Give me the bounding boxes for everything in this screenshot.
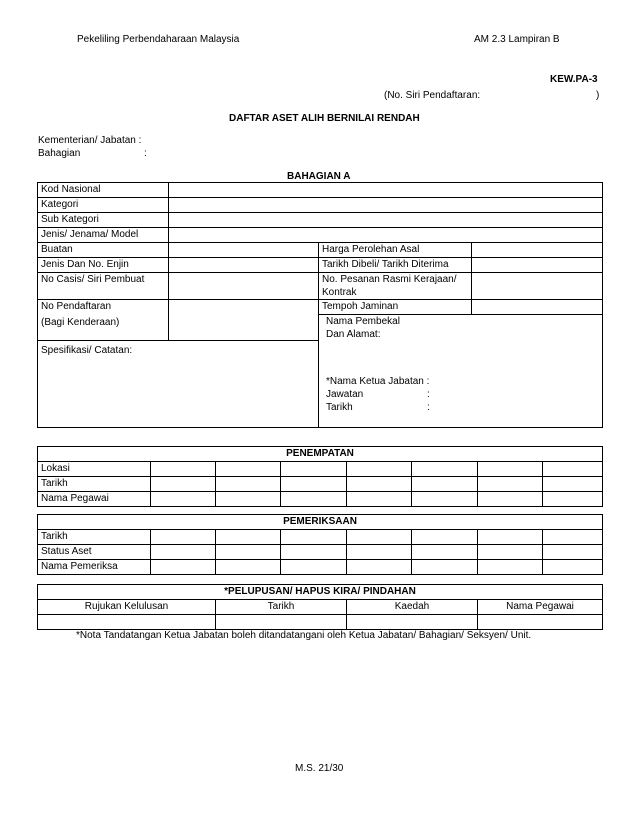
tarikh-row [326, 401, 599, 414]
nama-pembekal-label: Nama Pembekal [326, 316, 400, 327]
pemeriksaan-row-label: Tarikh [38, 530, 151, 545]
label-sub-kategori: Sub Kategori [38, 213, 169, 228]
pemeriksaan-cell[interactable] [347, 560, 412, 575]
label-harga: Harga Perolehan Asal [319, 243, 472, 258]
penempatan-cell[interactable] [478, 462, 543, 477]
pelupusan-cell[interactable] [38, 615, 216, 630]
penempatan-cell[interactable] [216, 492, 281, 507]
ministry-label: Kementerian/ Jabatan : [38, 135, 142, 146]
pemeriksaan-cell[interactable] [281, 545, 347, 560]
label-kod-nasional: Kod Nasional [38, 183, 169, 198]
value-tarikh-dibeli[interactable] [472, 258, 603, 273]
pemeriksaan-cell[interactable] [412, 545, 478, 560]
division-colon: : [144, 148, 147, 159]
spesifikasi-cell[interactable] [38, 341, 319, 428]
pemeriksaan-cell[interactable] [281, 560, 347, 575]
penempatan-cell[interactable] [543, 477, 603, 492]
value-sub-kategori[interactable] [169, 213, 603, 228]
penempatan-row-label: Tarikh [38, 477, 151, 492]
nama-ketua-label: *Nama Ketua Jabatan : [326, 376, 430, 387]
penempatan-cell[interactable] [281, 492, 347, 507]
label-kategori: Kategori [38, 198, 169, 213]
pemeriksaan-cell[interactable] [543, 545, 603, 560]
division-label: Bahagian [38, 148, 81, 159]
pelupusan-cell[interactable] [478, 615, 603, 630]
value-jenis[interactable] [169, 228, 603, 243]
pemeriksaan-cell[interactable] [543, 560, 603, 575]
section-a-title: BAHAGIAN A [287, 171, 351, 182]
dan-alamat-label: Dan Alamat: [326, 329, 381, 340]
pelupusan-title: *PELUPUSAN/ HAPUS KIRA/ PINDAHAN [38, 585, 603, 600]
pelupusan-cell[interactable] [216, 615, 347, 630]
value-no-pesanan[interactable] [472, 273, 603, 300]
pemeriksaan-cell[interactable] [281, 530, 347, 545]
penempatan-cell[interactable] [543, 492, 603, 507]
pelupusan-table [37, 584, 603, 630]
pemeriksaan-cell[interactable] [478, 545, 543, 560]
pemeriksaan-cell[interactable] [478, 560, 543, 575]
value-harga[interactable] [472, 243, 603, 258]
jawatan-row [326, 388, 599, 401]
pemeriksaan-cell[interactable] [216, 530, 281, 545]
no-pesanan-line2: Kontrak [322, 287, 357, 298]
no-pesanan-line1 [322, 273, 468, 286]
value-kategori[interactable] [169, 198, 603, 213]
tarikh-colon: : [427, 402, 430, 413]
footnote: *Nota Tandatangan Ketua Jabatan boleh ditandatangani oleh Ketua Jabatan/ Bahagian/ Seksyen/ Unit. [76, 630, 532, 641]
value-tempoh-jaminan[interactable] [472, 300, 603, 315]
pembekal-ketua-block[interactable] [319, 315, 603, 428]
page-number: M.S. 21/30 [295, 763, 344, 774]
value-no-pendaftaran[interactable] [169, 300, 319, 341]
penempatan-title: PENEMPATAN [38, 447, 603, 462]
label-buatan: Buatan [38, 243, 169, 258]
header-right: AM 2.3 Lampiran B [474, 34, 560, 45]
value-jenis-enjin[interactable] [169, 258, 319, 273]
pemeriksaan-table [37, 514, 603, 575]
penempatan-cell[interactable] [216, 462, 281, 477]
form-code: KEW.PA-3 [550, 74, 598, 85]
penempatan-cell[interactable] [281, 462, 347, 477]
penempatan-row-label: Nama Pegawai [38, 492, 151, 507]
pelupusan-col-kaedah: Kaedah [347, 600, 478, 615]
serial-close: ) [596, 90, 600, 101]
pemeriksaan-title: PEMERIKSAAN [38, 515, 603, 530]
label-tempoh-jaminan: Tempoh Jaminan [319, 300, 472, 315]
value-kod-nasional[interactable] [169, 183, 603, 198]
penempatan-cell[interactable] [478, 477, 543, 492]
penempatan-cell[interactable] [151, 462, 216, 477]
value-buatan[interactable] [169, 243, 319, 258]
label-tarikh-dibeli: Tarikh Dibeli/ Tarikh Diterima [319, 258, 472, 273]
pemeriksaan-cell[interactable] [412, 560, 478, 575]
penempatan-cell[interactable] [151, 492, 216, 507]
penempatan-cell[interactable] [478, 492, 543, 507]
penempatan-cell[interactable] [543, 462, 603, 477]
penempatan-cell[interactable] [412, 462, 478, 477]
label-no-casis: No Casis/ Siri Pembuat [38, 273, 169, 300]
pelupusan-col-tarikh: Tarikh [216, 600, 347, 615]
pemeriksaan-cell[interactable] [151, 545, 216, 560]
label-no-pesanan [319, 273, 472, 300]
penempatan-table [37, 446, 603, 507]
penempatan-cell[interactable] [347, 492, 412, 507]
bagi-kenderaan-text: (Bagi Kenderaan) [41, 317, 120, 328]
pemeriksaan-row-label: Nama Pemeriksa [38, 560, 151, 575]
pemeriksaan-cell[interactable] [347, 530, 412, 545]
pemeriksaan-cell[interactable] [151, 560, 216, 575]
pemeriksaan-cell[interactable] [478, 530, 543, 545]
pemeriksaan-cell[interactable] [543, 530, 603, 545]
penempatan-row-label: Lokasi [38, 462, 151, 477]
penempatan-cell[interactable] [412, 492, 478, 507]
penempatan-cell[interactable] [151, 477, 216, 492]
pemeriksaan-cell[interactable] [216, 545, 281, 560]
pemeriksaan-cell[interactable] [216, 560, 281, 575]
no-pesanan-text: No. Pesanan Rasmi Kerajaan/ [322, 274, 457, 285]
pelupusan-col-rujukan: Rujukan Kelulusan [38, 600, 216, 615]
penempatan-cell[interactable] [347, 477, 412, 492]
spesifikasi-label: Spesifikasi/ Catatan: [41, 345, 133, 356]
label-jenis-enjin: Jenis Dan No. Enjin [38, 258, 169, 273]
serial-label: (No. Siri Pendaftaran: [384, 90, 481, 101]
label-jenis: Jenis/ Jenama/ Model [38, 228, 169, 243]
pelupusan-cell[interactable] [347, 615, 478, 630]
no-pendaftaran-text: No Pendaftaran [41, 301, 112, 312]
pemeriksaan-row-label: Status Aset [38, 545, 151, 560]
penempatan-cell[interactable] [281, 477, 347, 492]
pemeriksaan-cell[interactable] [412, 530, 478, 545]
label-no-pendaftaran [38, 300, 169, 341]
value-no-casis[interactable] [169, 273, 319, 300]
jawatan-colon: : [427, 389, 430, 400]
penempatan-cell[interactable] [216, 477, 281, 492]
penempatan-cell[interactable] [412, 477, 478, 492]
penempatan-cell[interactable] [347, 462, 412, 477]
pemeriksaan-cell[interactable] [151, 530, 216, 545]
tarikh-label: Tarikh [326, 402, 353, 413]
header-left: Pekeliling Perbendaharaan Malaysia [77, 34, 240, 45]
page-title: DAFTAR ASET ALIH BERNILAI RENDAH [229, 113, 420, 124]
jawatan-label: Jawatan [326, 389, 364, 400]
section-a-table [37, 182, 603, 428]
pelupusan-col-nama: Nama Pegawai [478, 600, 603, 615]
pemeriksaan-cell[interactable] [347, 545, 412, 560]
